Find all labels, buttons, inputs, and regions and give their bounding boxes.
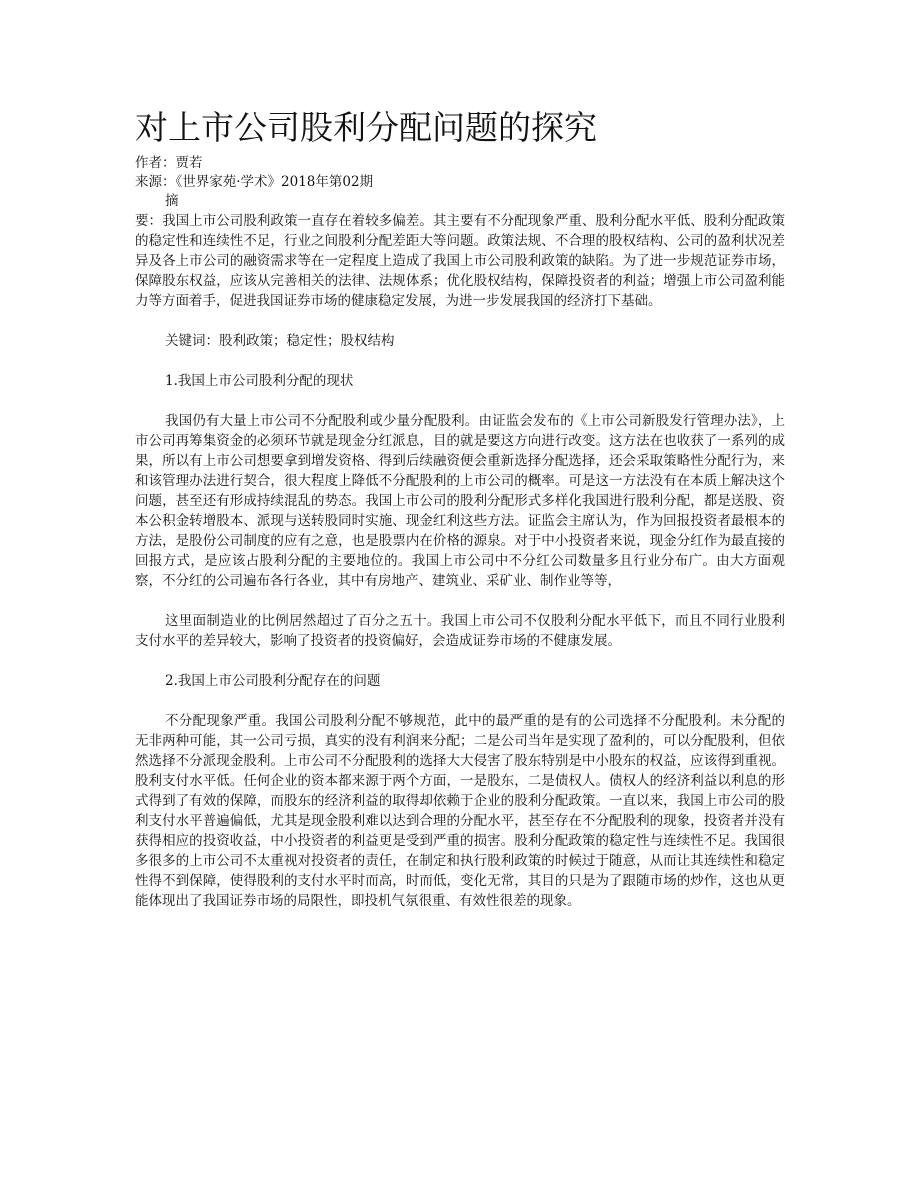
abstract-label: 摘 bbox=[165, 193, 179, 209]
section1-heading: 1.我国上市公司股利分配的现状 bbox=[165, 373, 354, 389]
document-page bbox=[135, 108, 785, 911]
spacer bbox=[135, 591, 785, 611]
section1-paragraph-1: 我国仍有大量上市公司不分配股利或少量分配股利。由证监会发布的《上市公司新股发行管理办法》，上市公司再筹集资金的必须环节就是现金分红派息，目的就是要这方向进行改变。这方法在也收获了一系列的成果，所以有上市公司想要拿到增发资格、得到后续融资便会重新选择分配选择，还会采取策略性分配行为，来和该管理办法进行契合，很大程度上降低不分配股利的上市公司的概率。可是这一方法没有在本质上解决这个问题，甚至还有形成持续混乱的势态。我国上市公司的股利分配形式多样化我国进行股利分配，都是送股、资本公积金转增股本、派现与送转股同时实施、现金红利这些方法。证监会主席认为，作为回报投资者最根本的方法，是股份公司制度的应有之意，也是股票内在价格的源泉。对于中小投资者来说，现金分红作为最直接的回报方式，是应该占股利分配的主要地位的。我国上市公司中不分红公司数量多且行业分布广。由大方面观察，不分红的公司遍布各行各业，其中有房地产、建筑业、采矿业、制作业等等， bbox=[135, 413, 785, 589]
keywords-line: 关键词：股利政策；稳定性；股权结构 bbox=[165, 333, 395, 349]
section1-paragraph-2: 这里面制造业的比例居然超过了百分之五十。我国上市公司不仅股利分配水平低下，而且不同行业股利支付水平的差异较大，影响了投资者的投资偏好，会造成证券市场的不健康发展。 bbox=[135, 613, 785, 649]
document-title: 对上市公司股利分配问题的探究 bbox=[135, 108, 597, 147]
spacer bbox=[135, 651, 785, 671]
spacer bbox=[135, 391, 785, 411]
section2-paragraph-1: 不分配现象严重。我国公司股利分配不够规范，此中的最严重的是有的公司选择不分配股利。未分配的无非两种可能，其一公司亏损，真实的没有利润来分配；二是公司当年是实现了盈利的，可以分配股利，但依然选择不分派现金股利。上市公司不分配股利的选择大大侵害了股东特别是中小股东的权益，应该得到重视。股利支付水平低。任何企业的资本都来源于两个方面，一是股东，二是债权人。债权人的经济利益以利息的形式得到了有效的保障，而股东的经济利益的取得却依赖于企业的股利分配政策。一直以来，我国上市公司的股利支付水平普遍偏低，尤其是现金股利难以达到合理的分配水平，甚至存在不分配股利的现象，投资者并没有获得相应的投资收益，中小投资者的利益更是受到严重的损害。股利分配政策的稳定性与连续性不足。我国很多很多的上市公司不太重视对投资者的责任，在制定和执行股利政策的时候过于随意，从而让其连续性和稳定性得不到保障，使得股利的支付水平时而高，时而低，变化无常，其目的只是为了跟随市场的炒作，这也从更能体现出了我国证券市场的局限性，即投机气氛很重、有效性很差的现象。 bbox=[135, 713, 785, 909]
abstract-text: 要：我国上市公司股利政策一直存在着较多偏差。其主要有不分配现象严重、股利分配水平低、股利分配政策的稳定性和连续性不足，行业之间股利分配差距大等问题。政策法规、不合理的股权结构、公司的盈利状况差异及各上市公司的融资需求等在一定程度上造成了我国上市公司股利政策的缺陷。为了进一步规范证券市场，保障股东权益，应该从完善相关的法律、法规体系；优化股权结构，保障投资者的利益；增强上市公司盈利能力等方面着手，促进我国证券市场的健康稳定发展，为进一步发展我国的经济打下基础。 bbox=[135, 213, 785, 309]
author-line: 作者：贾若 bbox=[135, 155, 203, 171]
spacer bbox=[135, 691, 785, 711]
spacer bbox=[135, 351, 785, 371]
spacer bbox=[135, 311, 785, 331]
source-line: 来源：《世界家苑·学术》2018年第02期 bbox=[135, 174, 374, 190]
section2-heading: 2.我国上市公司股利分配存在的问题 bbox=[165, 673, 381, 689]
